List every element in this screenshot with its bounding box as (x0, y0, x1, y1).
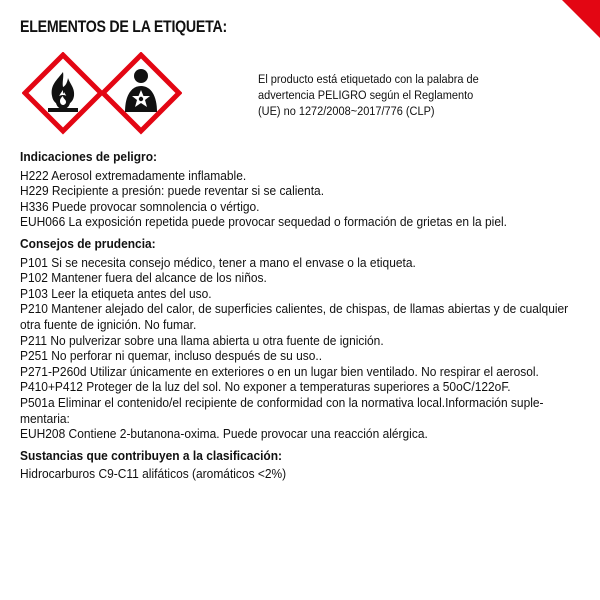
precaution-line: P501a Eliminar el contenido/el recipiente de conformidad con la normativa local.Información suple- (20, 394, 544, 410)
hazard-line: EUH066 La exposición repetida puede provocar sequedad o formación de grietas en la piel. (20, 214, 507, 230)
precaution-line: P211 No pulverizar sobre una llama abierta u otra fuente de ignición. (20, 332, 384, 348)
health-hazard-icon (103, 55, 179, 131)
section-precautionary-statements (20, 236, 578, 442)
precaution-line: P271-P260d Utilizar únicamente en exteriores o en un lugar bien ventilado. No respirar el aerosol. (20, 363, 539, 379)
substance-line: Hidrocarburos C9-C11 alifáticos (aromáticos <2%) (20, 466, 287, 482)
intro-line: (UE) no 1272/2008~2017/776 (CLP) (258, 104, 435, 118)
section-title: Sustancias que contribuyen a la clasificación: (20, 447, 283, 463)
label-intro-text (258, 71, 528, 119)
precaution-line: otra fuente de ignición. No fumar. (20, 316, 197, 332)
hazard-line: H229 Recipiente a presión: puede reventar si se calienta. (20, 183, 325, 199)
red-corner-triangle (562, 0, 600, 38)
section-hazard-statements (20, 149, 578, 230)
page-title: ELEMENTOS DE LA ETIQUETA: (20, 18, 227, 36)
section-title: Indicaciones de peligro: (20, 149, 157, 164)
precaution-line: P251 No perforar ni quemar, incluso después de su uso.. (20, 348, 323, 364)
precaution-line: P101 Si se necesita consejo médico, tener a mano el envase o la etiqueta. (20, 254, 416, 270)
precaution-line: mentaria: (20, 410, 70, 426)
precaution-line: P410+P412 Proteger de la luz del sol. No exponer a temperaturas superiores a 50oC/122oF. (20, 379, 511, 395)
section-contributing-substances (20, 448, 578, 482)
hazard-line: H222 Aerosol extremadamente inflamable. (20, 167, 247, 183)
ghs-pictograms (22, 52, 182, 138)
precaution-line: P102 Mantener fuera del alcance de los niños. (20, 270, 267, 286)
precaution-line: P103 Leer la etiqueta antes del uso. (20, 285, 212, 301)
hazard-line: H336 Puede provocar somnolencia o vértigo. (20, 198, 260, 214)
label-sections (20, 149, 578, 488)
section-title: Consejos de prudencia: (20, 235, 156, 251)
precaution-line: EUH208 Contiene 2-butanona-oxima. Puede provocar una reacción alérgica. (20, 426, 428, 442)
intro-line: El producto está etiquetado con la palabra de (258, 72, 479, 86)
flame-icon (25, 55, 101, 131)
precaution-line: P210 Mantener alejado del calor, de superficies calientes, de chispas, de llamas abiertas y de cualquier (20, 301, 569, 317)
intro-line: advertencia PELIGRO según el Reglamento (258, 88, 474, 102)
